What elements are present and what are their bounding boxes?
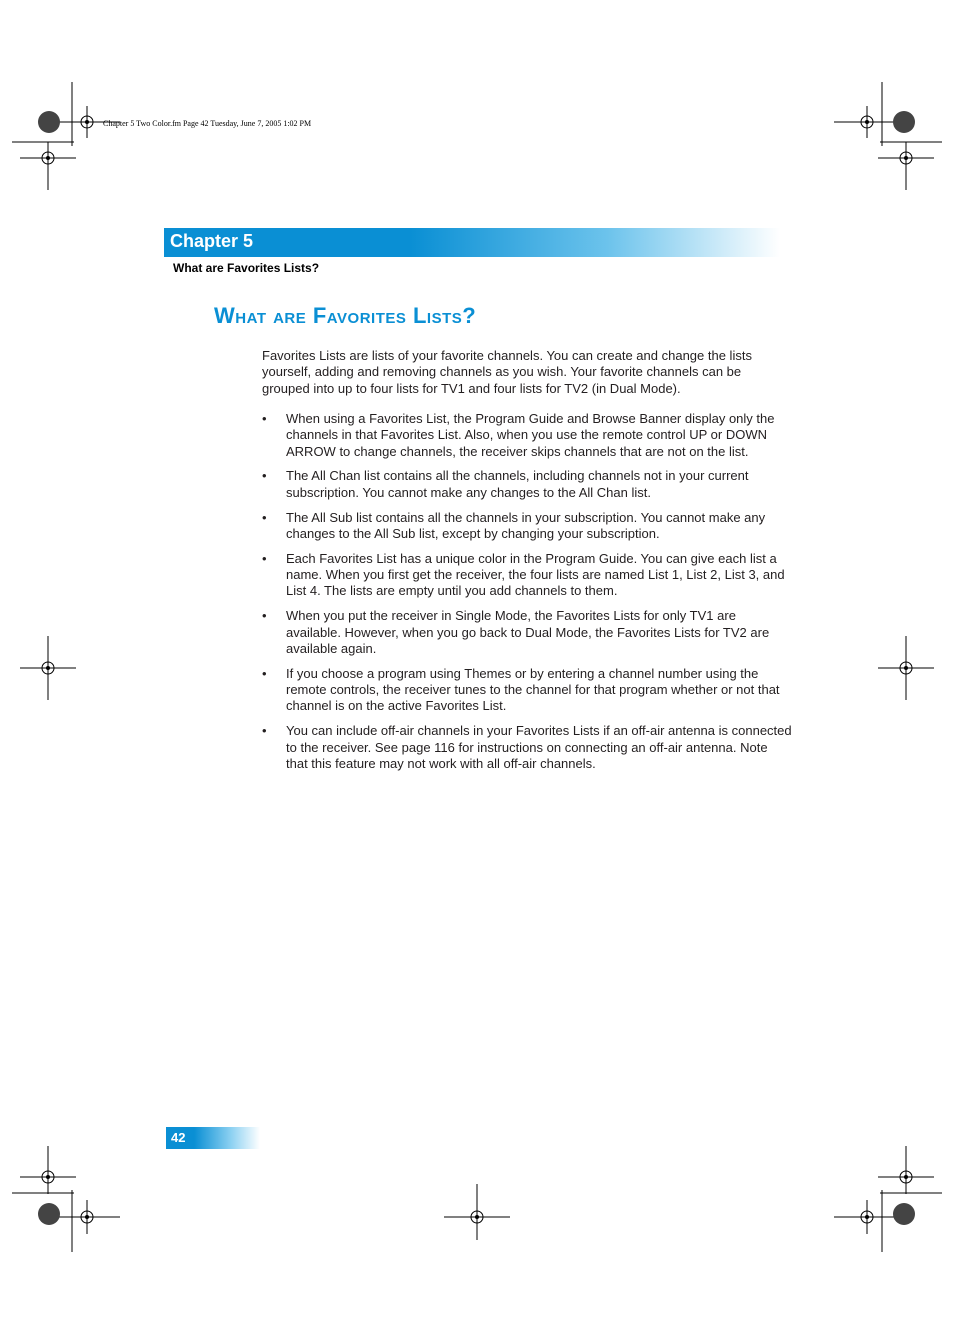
intro-paragraph: Favorites Lists are lists of your favorite channels. You can create and change the lists yourself, adding and removing channels as you wish. Your favorite channels can be grouped into up to four lists for TV1 and four lists for TV2 (in Dual Mode). xyxy=(262,348,752,396)
list-item: • When using a Favorites List, the Program Guide and Browse Banner display only the channels in that Favorites List. Also, when you use the remote control UP or DOWN ARROW to change channels, the receiver skips channels that are not on the list. xyxy=(262,411,775,459)
list-item: • If you choose a program using Themes or by entering a channel number using the remote controls, the receiver tunes to the channel for that program whether or not that channel is on the active Favorites List. xyxy=(262,665,780,714)
bullet-icon: • xyxy=(262,411,267,426)
bullet-list xyxy=(262,411,792,781)
running-head: What are Favorites Lists? xyxy=(173,261,320,275)
chapter-bar xyxy=(164,228,780,257)
list-item: • The All Sub list contains all the channels in your subscription. You cannot make any changes to the All Sub list, except by changing your subscription. xyxy=(262,509,766,541)
chapter-title: Chapter 5 xyxy=(170,231,254,251)
bullet-icon: • xyxy=(262,468,267,484)
list-item: • Each Favorites List has a unique color in the Program Guide. You can give each list a name. When you first get the receiver, the four lists are named List 1, List 2, List 3, and List 4. The lists are empty until you add channels to them. xyxy=(262,550,785,599)
list-item: • The All Chan list contains all the channels, including channels not in your current subscription. You cannot make any changes to the All Chan list. xyxy=(262,468,749,500)
list-item: • You can include off-air channels in your Favorites Lists if an off-air antenna is connected to the receiver. See page 116 for instructions on connecting an off-air antenna. Note that this feature may not work with all off-air channels. xyxy=(262,723,792,771)
print-slug: Chapter 5 Two Color.fm Page 42 Tuesday, June 7, 2005 1:02 PM xyxy=(103,119,312,128)
section-heading: What are Favorites Lists? xyxy=(214,303,477,328)
bullet-icon: • xyxy=(262,723,267,739)
bullet-icon: • xyxy=(262,509,267,525)
bullet-icon: • xyxy=(262,665,267,681)
bullet-icon: • xyxy=(262,550,267,566)
page-number: 42 xyxy=(171,1130,186,1145)
list-item: • When you put the receiver in Single Mode, the Favorites Lists for only TV1 are available. However, when you go back to Dual Mode, the Favorites Lists for TV2 are available again. xyxy=(262,608,770,656)
bullet-icon: • xyxy=(262,608,267,624)
